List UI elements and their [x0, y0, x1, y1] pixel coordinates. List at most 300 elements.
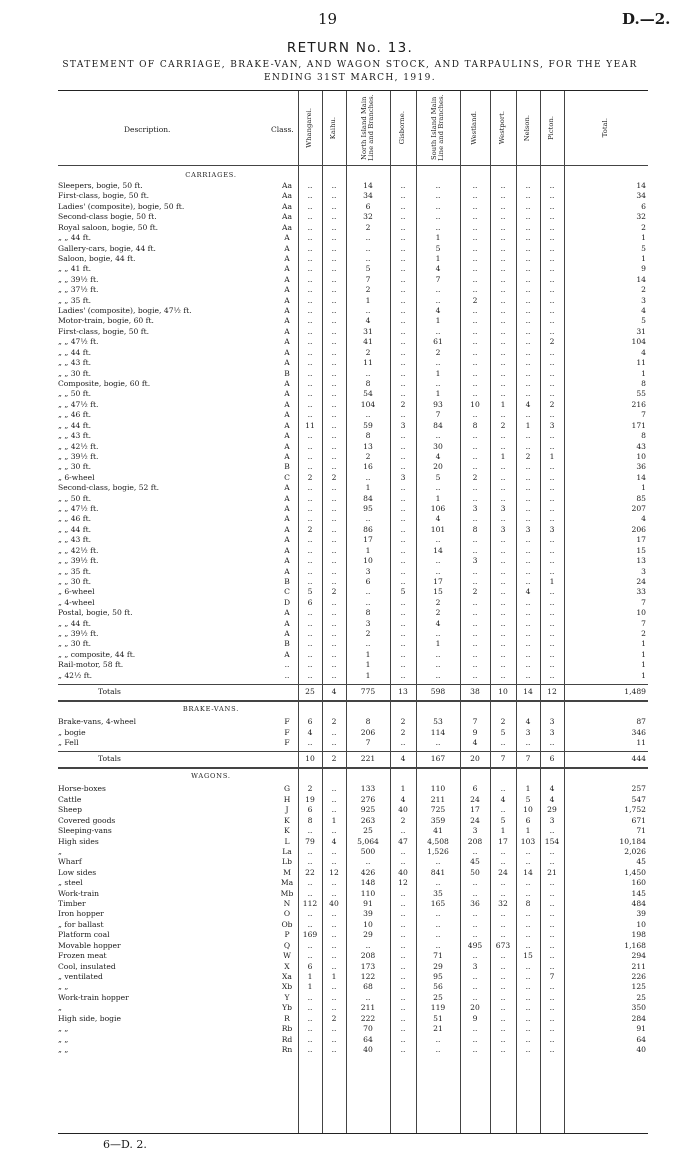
cell-westport: .. [500, 181, 506, 190]
cell-kaihu: .. [331, 639, 337, 649]
table-row [58, 264, 648, 274]
cell-south-island: .. [435, 940, 441, 950]
cell-north-island: 3 [365, 566, 371, 576]
cell-westland: 2 [472, 587, 478, 597]
cell-north-island: 5,064 [357, 836, 379, 846]
table-row [58, 1014, 648, 1024]
cell-kaihu: .. [331, 410, 337, 420]
table-row [58, 629, 648, 639]
cell-gisborne: .. [400, 566, 406, 576]
cell-westland: .. [472, 201, 478, 211]
cell-total: 7 [641, 597, 646, 607]
cell-south-island: 21 [433, 1024, 443, 1034]
row-description: First-class, bogie, 50 ft. [58, 191, 150, 201]
cell-picton: .. [549, 888, 555, 898]
cell-westport: .. [500, 441, 506, 451]
cell-south-island: 93 [433, 399, 443, 409]
cell-whangarei: .. [307, 274, 313, 284]
cell-gisborne: .. [400, 368, 406, 378]
cell-nelson: .. [525, 608, 531, 618]
cell-whangarei: .. [307, 493, 313, 503]
totals-label: Totals [98, 754, 121, 764]
cell-westport: 17 [498, 836, 508, 846]
cell-nelson: .. [525, 1024, 531, 1034]
cell-south-island: .. [435, 1044, 441, 1054]
cell-westport: .. [500, 556, 506, 566]
cell-total: 71 [636, 826, 646, 836]
cell-westland: .. [472, 181, 478, 190]
cell-whangarei: .. [307, 826, 313, 836]
cell-north-island: 14 [363, 181, 373, 190]
row-class: A [284, 420, 290, 430]
cell-westland: 4 [472, 738, 478, 747]
row-description: Postal, bogie, 50 ft. [58, 608, 133, 618]
cell-kaihu: .. [331, 556, 337, 566]
section-heading-wagons: WAGONS. [191, 772, 231, 781]
cell-whangarei: 1 [307, 982, 313, 992]
cell-nelson: .. [525, 878, 531, 888]
cell-total: 85 [636, 493, 646, 503]
cell-total: 24 [636, 576, 646, 586]
cell-westport: 2 [500, 717, 506, 727]
row-class: Aa [281, 201, 292, 211]
cell-north-island: 68 [363, 982, 373, 992]
cell-whangarei: 22 [305, 867, 315, 877]
cell-north-island: 133 [360, 784, 376, 794]
cell-south-island: .. [435, 483, 441, 493]
cell-north-island: 104 [360, 399, 376, 409]
cell-kaihu: .. [331, 784, 337, 794]
cell-picton: .. [549, 899, 555, 909]
row-description: Sleepers, bogie, 50 ft. [58, 181, 143, 190]
cell-north-island: 2 [365, 451, 371, 461]
table-row [58, 899, 648, 909]
cell-picton: 1 [549, 576, 555, 586]
cell-nelson: .. [525, 243, 531, 253]
cell-westport: .. [500, 285, 506, 295]
row-class: L [284, 836, 290, 846]
cell-south-island: 15 [433, 587, 443, 597]
cell-picton: .. [549, 545, 555, 555]
row-description: „ „ [58, 1044, 69, 1054]
cell-picton: .. [549, 992, 555, 1002]
cell-total: 91 [636, 1024, 646, 1034]
cell-north-island: 7 [365, 738, 371, 747]
cell-whangarei: 1 [307, 971, 313, 981]
cell-total: 2 [641, 222, 646, 232]
cell-whangarei: .. [307, 399, 313, 409]
cell-westport: .. [500, 919, 506, 929]
cell-south-island: 165 [430, 899, 446, 909]
cell-nelson: .. [525, 639, 531, 649]
cell-kaihu: .. [331, 738, 337, 747]
cell-westport: .. [500, 316, 506, 326]
cell-north-island: 208 [360, 951, 376, 961]
cell-total: 1 [641, 670, 646, 680]
table-row [58, 306, 648, 316]
cell-north-island: 1 [365, 649, 371, 659]
cell-north-island: 17 [363, 535, 373, 545]
table-row [58, 473, 648, 483]
table-row [58, 181, 648, 191]
cell-total: 87 [636, 717, 646, 727]
row-class: Aa [281, 191, 292, 201]
cell-picton: .. [549, 316, 555, 326]
cell-whangarei: .. [307, 306, 313, 316]
cell-north-island: .. [365, 940, 371, 950]
cell-whangarei: .. [307, 951, 313, 961]
table-row [58, 191, 648, 201]
cell-picton: .. [549, 649, 555, 659]
row-class: G [283, 784, 291, 794]
cell-north-island: 6 [365, 576, 371, 586]
cell-picton: .. [549, 670, 555, 680]
row-description: „ „ 46 ft. [58, 410, 92, 420]
cell-total: 1,168 [624, 940, 646, 950]
table-row [58, 431, 648, 441]
cell-total: 1 [641, 483, 646, 493]
cell-westport: .. [500, 410, 506, 420]
row-description: Sheep [58, 805, 82, 815]
cell-nelson: .. [525, 431, 531, 441]
cell-westport: .. [500, 431, 506, 441]
return-subtitle [30, 59, 670, 85]
row-description: „ „ 35 ft. [58, 566, 92, 576]
cell-total: 1,450 [624, 867, 646, 877]
cell-nelson: .. [525, 326, 531, 336]
cell-picton: .. [549, 358, 555, 368]
cell-whangarei: .. [307, 191, 313, 201]
cell-south-island: 2 [435, 597, 441, 607]
cell-westport: .. [500, 191, 506, 201]
cell-kaihu: .. [331, 420, 337, 430]
row-class: B [284, 639, 290, 649]
cell-picton: 2 [549, 337, 555, 347]
col-header-gisborne-label: Gisborne. [398, 111, 407, 145]
cell-whangarei: 169 [302, 930, 318, 940]
cell-whangarei: 11 [305, 420, 315, 430]
cell-westland: .. [472, 483, 478, 493]
cell-south-island: 4 [435, 451, 441, 461]
cell-nelson: .. [525, 597, 531, 607]
cell-gisborne: .. [400, 181, 406, 190]
cell-westland: .. [472, 368, 478, 378]
cell-kaihu: .. [331, 326, 337, 336]
table-row [58, 202, 648, 212]
cell-westport: .. [500, 1034, 506, 1044]
cell-kaihu: .. [331, 545, 337, 555]
cell-total: 346 [631, 727, 646, 737]
cell-kaihu: .. [331, 483, 337, 493]
cell-south-island: 841 [430, 867, 446, 877]
table-row [58, 254, 648, 264]
cell-gisborne: .. [400, 888, 406, 898]
table-row [58, 962, 648, 972]
cell-kaihu: .. [331, 576, 337, 586]
cell-westport: .. [500, 597, 506, 607]
return-title: RETURN No. 13. [286, 40, 414, 56]
cell-total: 5 [641, 316, 646, 326]
cell-north-island: 1 [365, 545, 371, 555]
cell-westport: .. [500, 1044, 506, 1054]
row-description: „ „ 39½ ft. [58, 556, 99, 566]
table-row [58, 400, 648, 410]
cell-total: 350 [631, 1003, 646, 1013]
row-class: Aa [281, 212, 292, 222]
cell-gisborne: .. [400, 306, 406, 316]
cell-gisborne: .. [400, 410, 406, 420]
cell-picton: .. [549, 930, 555, 940]
cell-whangarei: 112 [302, 899, 318, 909]
row-class: A [284, 389, 290, 399]
cell-westland: .. [472, 451, 478, 461]
row-class: M [283, 867, 291, 877]
cell-kaihu: 2 [331, 472, 337, 482]
cell-gisborne: 40 [398, 867, 408, 877]
cell-total: 3 [641, 566, 646, 576]
row-class: H [283, 794, 291, 804]
table-row [58, 348, 648, 358]
cell-westport: .. [500, 670, 506, 680]
cell-westland: .. [472, 909, 478, 919]
cell-north-island: 221 [360, 754, 376, 764]
cell-gisborne: 40 [398, 805, 408, 815]
row-description: Movable hopper [58, 940, 121, 950]
cell-north-island: 211 [360, 1003, 376, 1013]
cell-south-island: .. [435, 191, 441, 201]
cell-kaihu: .. [331, 514, 337, 524]
cell-gisborne: .. [400, 576, 406, 586]
cell-nelson: .. [525, 846, 531, 856]
cell-picton: 3 [549, 727, 555, 737]
cell-total: 1,752 [624, 805, 646, 815]
cell-south-island: .. [435, 222, 441, 232]
cell-total: 226 [631, 971, 646, 981]
cell-westland: .. [472, 274, 478, 284]
cell-north-island: 1 [365, 483, 371, 493]
cell-westland: .. [472, 545, 478, 555]
cell-westland: .. [472, 930, 478, 940]
cell-north-island: 222 [360, 1013, 376, 1023]
cell-north-island: 1 [365, 670, 371, 680]
row-class: B [284, 462, 290, 472]
cell-gisborne: 2 [400, 815, 406, 825]
cell-total: 4 [641, 306, 646, 316]
cell-south-island: 17 [433, 576, 443, 586]
cell-gisborne: .. [400, 738, 406, 747]
cell-total: 1 [641, 639, 646, 649]
cell-north-island: .. [365, 857, 371, 867]
cell-picton: .. [549, 982, 555, 992]
cell-westport: .. [500, 660, 506, 670]
cell-nelson: .. [525, 514, 531, 524]
cell-nelson: .. [525, 940, 531, 950]
row-class: A [284, 556, 290, 566]
cell-whangarei: 2 [307, 524, 313, 534]
cell-total: 4 [641, 347, 646, 357]
row-class: F [284, 727, 290, 737]
cell-total: 8 [641, 431, 646, 441]
cell-nelson: .. [525, 462, 531, 472]
cell-picton: .. [549, 878, 555, 888]
cell-gisborne: .. [400, 358, 406, 368]
cell-kaihu: .. [331, 951, 337, 961]
cell-south-island: 35 [433, 888, 443, 898]
cell-whangarei: .. [307, 285, 313, 295]
cell-nelson: .. [525, 971, 531, 981]
cell-kaihu: .. [331, 524, 337, 534]
cell-gisborne: .. [400, 660, 406, 670]
row-class: D [283, 597, 291, 607]
cell-north-island: .. [365, 472, 371, 482]
cell-total: 2 [641, 629, 646, 639]
cell-south-island: .. [435, 556, 441, 566]
cell-south-island: .. [435, 378, 441, 388]
cell-westland: .. [472, 191, 478, 201]
cell-north-island: 2 [365, 222, 371, 232]
cell-picton: 3 [549, 420, 555, 430]
cell-kaihu: 4 [331, 687, 337, 697]
cell-picton: .. [549, 587, 555, 597]
cell-picton: 4 [549, 794, 555, 804]
cell-picton: 6 [549, 754, 555, 764]
cell-nelson: .. [525, 274, 531, 284]
cell-total: 5 [641, 243, 646, 253]
cell-westport: 673 [495, 940, 511, 950]
cell-westland: 24 [470, 815, 480, 825]
cell-gisborne: 47 [398, 836, 408, 846]
cell-nelson: .. [525, 212, 531, 222]
cell-north-island: 40 [363, 1044, 373, 1054]
table-row [58, 556, 648, 566]
cell-total: 125 [631, 982, 646, 992]
cell-picton: 29 [547, 805, 557, 815]
cell-westport: 3 [500, 504, 506, 514]
row-description: Composite, bogie, 60 ft. [58, 378, 151, 388]
cell-westland: .. [472, 846, 478, 856]
row-description: Low sides [58, 867, 97, 877]
cell-north-island: 31 [363, 326, 373, 336]
cell-gisborne: .. [400, 347, 406, 357]
col-header-nelson-label: Nelson. [523, 114, 532, 142]
cell-south-island: 167 [430, 754, 446, 764]
cell-westland: 38 [470, 687, 480, 697]
cell-north-island: 8 [365, 717, 371, 727]
row-description: Sleeping-vans [58, 826, 112, 836]
col-header-kaihu-label: Kaihu. [329, 116, 338, 140]
cell-westport: .. [500, 587, 506, 597]
cell-nelson: 2 [525, 451, 531, 461]
cell-whangarei: .. [307, 857, 313, 867]
row-class: Xa [282, 971, 292, 981]
cell-whangarei: .. [307, 535, 313, 545]
table-row [58, 587, 648, 597]
cell-nelson: 8 [525, 899, 531, 909]
row-class: K [284, 815, 290, 825]
cell-whangarei: .. [307, 431, 313, 441]
cell-south-island: 56 [433, 982, 443, 992]
table-row [58, 660, 648, 670]
row-class: A [284, 306, 290, 316]
cell-whangarei: .. [307, 940, 313, 950]
cell-total: 104 [631, 337, 646, 347]
cell-whangarei: .. [307, 295, 313, 305]
cell-picton: 4 [549, 784, 555, 794]
cell-nelson: .. [525, 576, 531, 586]
row-class: A [284, 243, 290, 253]
cell-westport: .. [500, 649, 506, 659]
cell-westport: .. [500, 982, 506, 992]
cell-kaihu: .. [331, 1024, 337, 1034]
cell-kaihu: .. [331, 535, 337, 545]
cell-north-island: 8 [365, 431, 371, 441]
cell-kaihu: .. [331, 826, 337, 836]
row-description: „ „ 41 ft. [58, 264, 92, 274]
cell-total: 8 [641, 378, 646, 388]
cell-picton: .. [549, 389, 555, 399]
row-description: „ „ 47½ ft. [58, 399, 99, 409]
cell-gisborne: .. [400, 846, 406, 856]
table-row [58, 728, 648, 738]
cell-westland: .. [472, 514, 478, 524]
cell-kaihu: .. [331, 212, 337, 222]
cell-gisborne: .. [400, 337, 406, 347]
col-header-westport-label: Westport. [498, 111, 507, 145]
row-class: N [283, 899, 291, 909]
row-class: .. [284, 670, 290, 680]
cell-westland: 8 [472, 524, 478, 534]
cell-whangarei: .. [307, 410, 313, 420]
cell-gisborne: .. [400, 389, 406, 399]
cell-whangarei: .. [307, 660, 313, 670]
row-description: Platform coal [58, 930, 110, 940]
cell-gisborne: .. [400, 441, 406, 451]
cell-kaihu: .. [331, 181, 337, 190]
cell-south-island: 211 [430, 794, 446, 804]
cell-kaihu: .. [331, 493, 337, 503]
row-class: A [284, 493, 290, 503]
cell-nelson: 1 [525, 420, 531, 430]
cell-whangarei: 19 [305, 794, 315, 804]
table-row [58, 233, 648, 243]
row-description: „ „ 39½ ft. [58, 274, 99, 284]
cell-south-island: .. [435, 1034, 441, 1044]
cell-kaihu: 1 [331, 815, 337, 825]
row-class: A [284, 264, 290, 274]
row-description: „ „ 44 ft. [58, 420, 92, 430]
cell-whangarei: 5 [307, 587, 313, 597]
cell-south-island: .. [435, 919, 441, 929]
col-header-total [564, 91, 648, 165]
row-description: „ 6-wheel [58, 472, 95, 482]
row-description: „ „ 42½ ft. [58, 545, 99, 555]
cell-south-island: .. [435, 629, 441, 639]
table-row [58, 837, 648, 847]
cell-south-island: .. [435, 295, 441, 305]
cell-south-island: .. [435, 909, 441, 919]
cell-kaihu: .. [331, 618, 337, 628]
cell-south-island: 110 [430, 784, 446, 794]
row-class: O [283, 909, 291, 919]
cell-kaihu: .. [331, 961, 337, 971]
cell-whangarei: .. [307, 670, 313, 680]
cell-north-island: 3 [365, 618, 371, 628]
row-description: Covered goods [58, 815, 116, 825]
cell-kaihu: .. [331, 285, 337, 295]
cell-south-island: 5 [435, 472, 441, 482]
row-class: A [284, 233, 290, 243]
cell-westport: .. [500, 784, 506, 794]
